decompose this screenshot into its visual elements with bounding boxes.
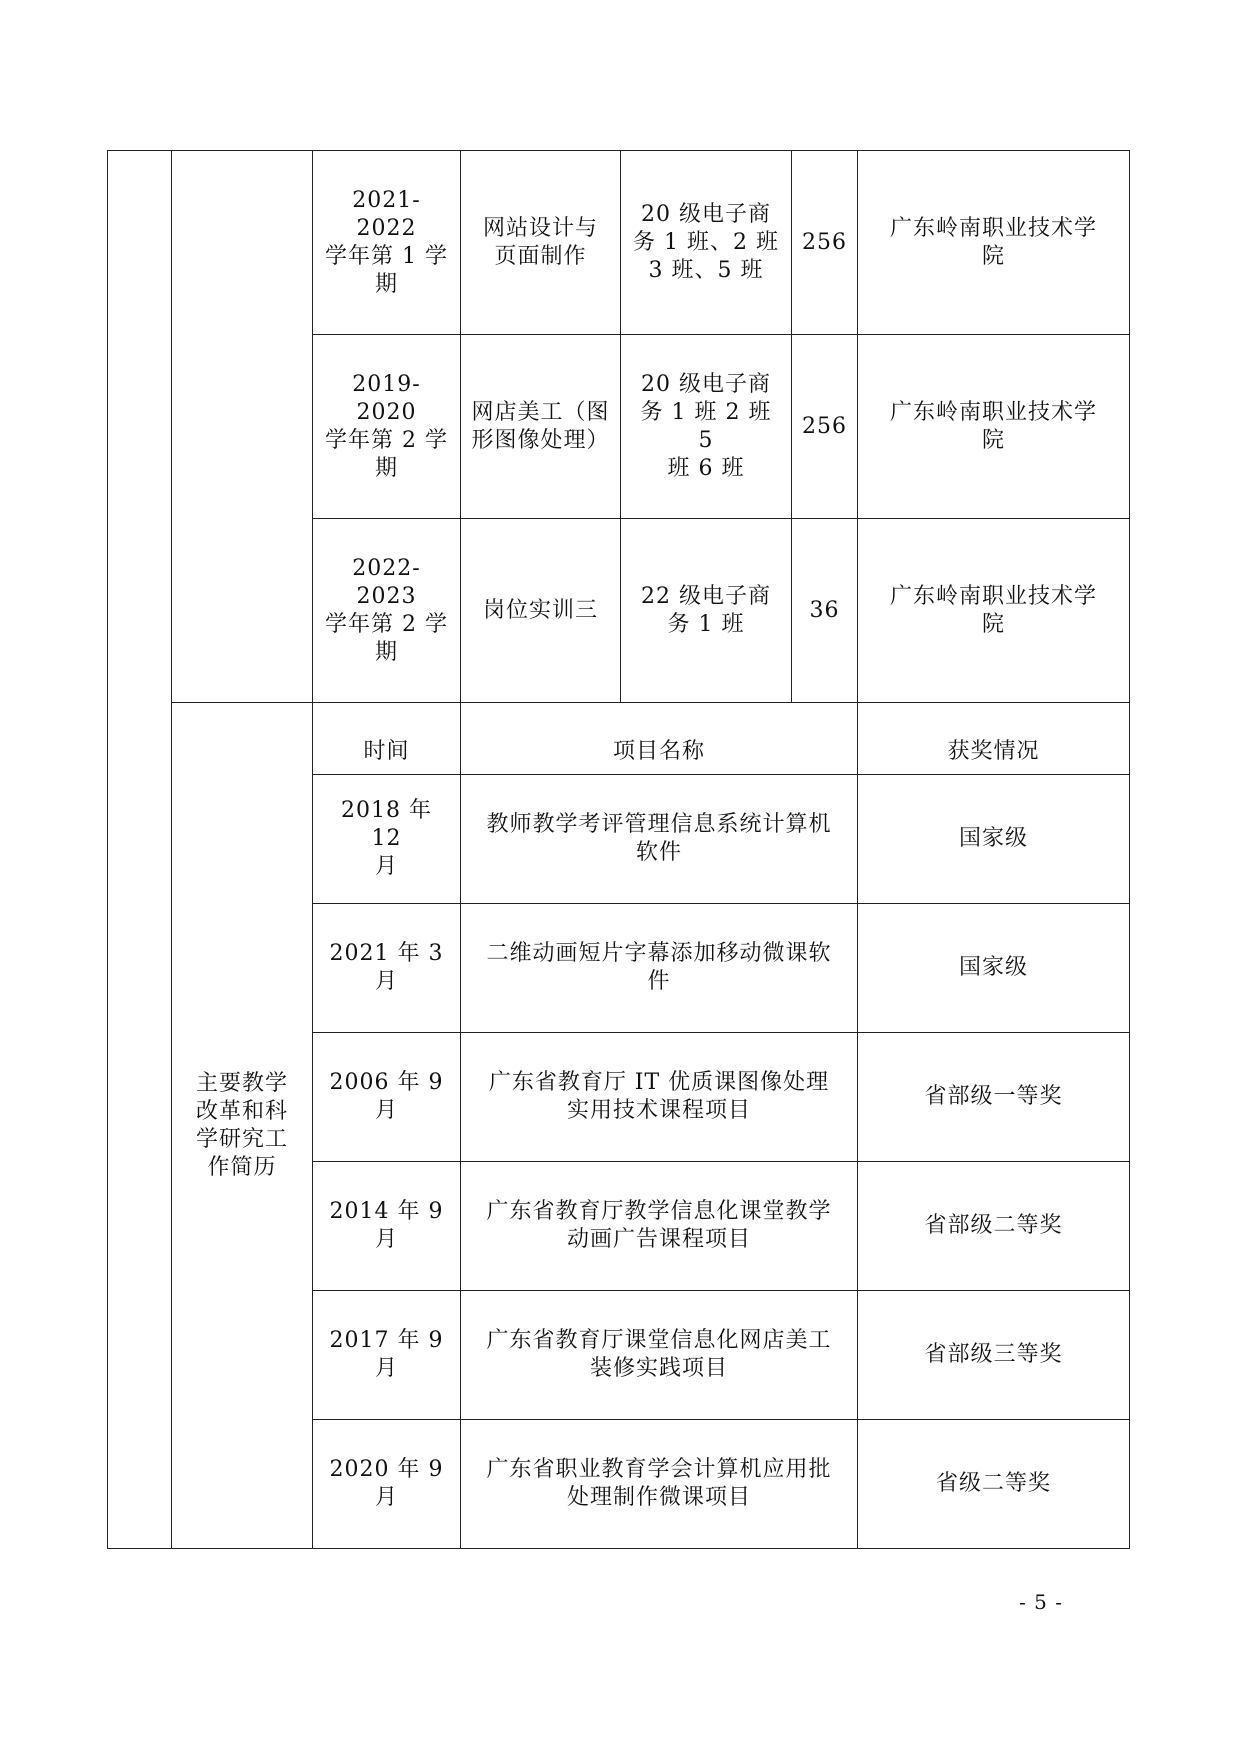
- page-number: - 5 -: [1019, 1590, 1063, 1614]
- course-school: 广东岭南职业技术学 院: [858, 151, 1130, 335]
- header-award: 获奖情况: [858, 703, 1130, 775]
- research-project: 广东省教育厅教学信息化课堂教学 动画广告课程项目: [461, 1162, 858, 1291]
- research-project: 教师教学考评管理信息系统计算机 软件: [461, 775, 858, 904]
- course-name: 网站设计与 页面制作: [461, 151, 621, 335]
- course-row: [108, 151, 1130, 335]
- research-award: 国家级: [858, 775, 1130, 904]
- research-time: 2018 年 12 月: [313, 775, 461, 904]
- course-section-label: [172, 151, 313, 703]
- course-school: 广东岭南职业技术学 院: [858, 519, 1130, 703]
- course-name: 岗位实训三: [461, 519, 621, 703]
- research-project: 二维动画短片字幕添加移动微课软 件: [461, 904, 858, 1033]
- research-time: 2020 年 9 月: [313, 1420, 461, 1549]
- research-award: 省部级二等奖: [858, 1162, 1130, 1291]
- research-time: 2021 年 3 月: [313, 904, 461, 1033]
- course-name: 网店美工（图 形图像处理）: [461, 335, 621, 519]
- research-time: 2006 年 9 月: [313, 1033, 461, 1162]
- course-hours: 36: [792, 519, 858, 703]
- course-term: 2021-2022 学年第 1 学 期: [313, 151, 461, 335]
- course-hours: 256: [792, 335, 858, 519]
- header-project: 项目名称: [461, 703, 858, 775]
- research-project: 广东省教育厅课堂信息化网店美工 装修实践项目: [461, 1291, 858, 1420]
- research-award: 省级二等奖: [858, 1420, 1130, 1549]
- research-project: 广东省职业教育学会计算机应用批 处理制作微课项目: [461, 1420, 858, 1549]
- outer-left-column: [108, 151, 172, 1549]
- research-header-row: [108, 703, 1130, 775]
- research-section-label: 主要教学 改革和科 学研究工 作简历: [172, 703, 313, 1549]
- research-time: 2017 年 9 月: [313, 1291, 461, 1420]
- course-classes: 20 级电子商 务 1 班 2 班 5 班 6 班: [621, 335, 792, 519]
- research-project: 广东省教育厅 IT 优质课图像处理 实用技术课程项目: [461, 1033, 858, 1162]
- course-term: 2022-2023 学年第 2 学 期: [313, 519, 461, 703]
- course-hours: 256: [792, 151, 858, 335]
- header-time: 时间: [313, 703, 461, 775]
- research-time: 2014 年 9 月: [313, 1162, 461, 1291]
- research-award: 省部级三等奖: [858, 1291, 1130, 1420]
- course-classes: 20 级电子商 务 1 班、2 班 3 班、5 班: [621, 151, 792, 335]
- research-award: 国家级: [858, 904, 1130, 1033]
- course-school: 广东岭南职业技术学 院: [858, 335, 1130, 519]
- resume-table: [107, 150, 1130, 1549]
- course-term: 2019-2020 学年第 2 学 期: [313, 335, 461, 519]
- course-classes: 22 级电子商 务 1 班: [621, 519, 792, 703]
- research-award: 省部级一等奖: [858, 1033, 1130, 1162]
